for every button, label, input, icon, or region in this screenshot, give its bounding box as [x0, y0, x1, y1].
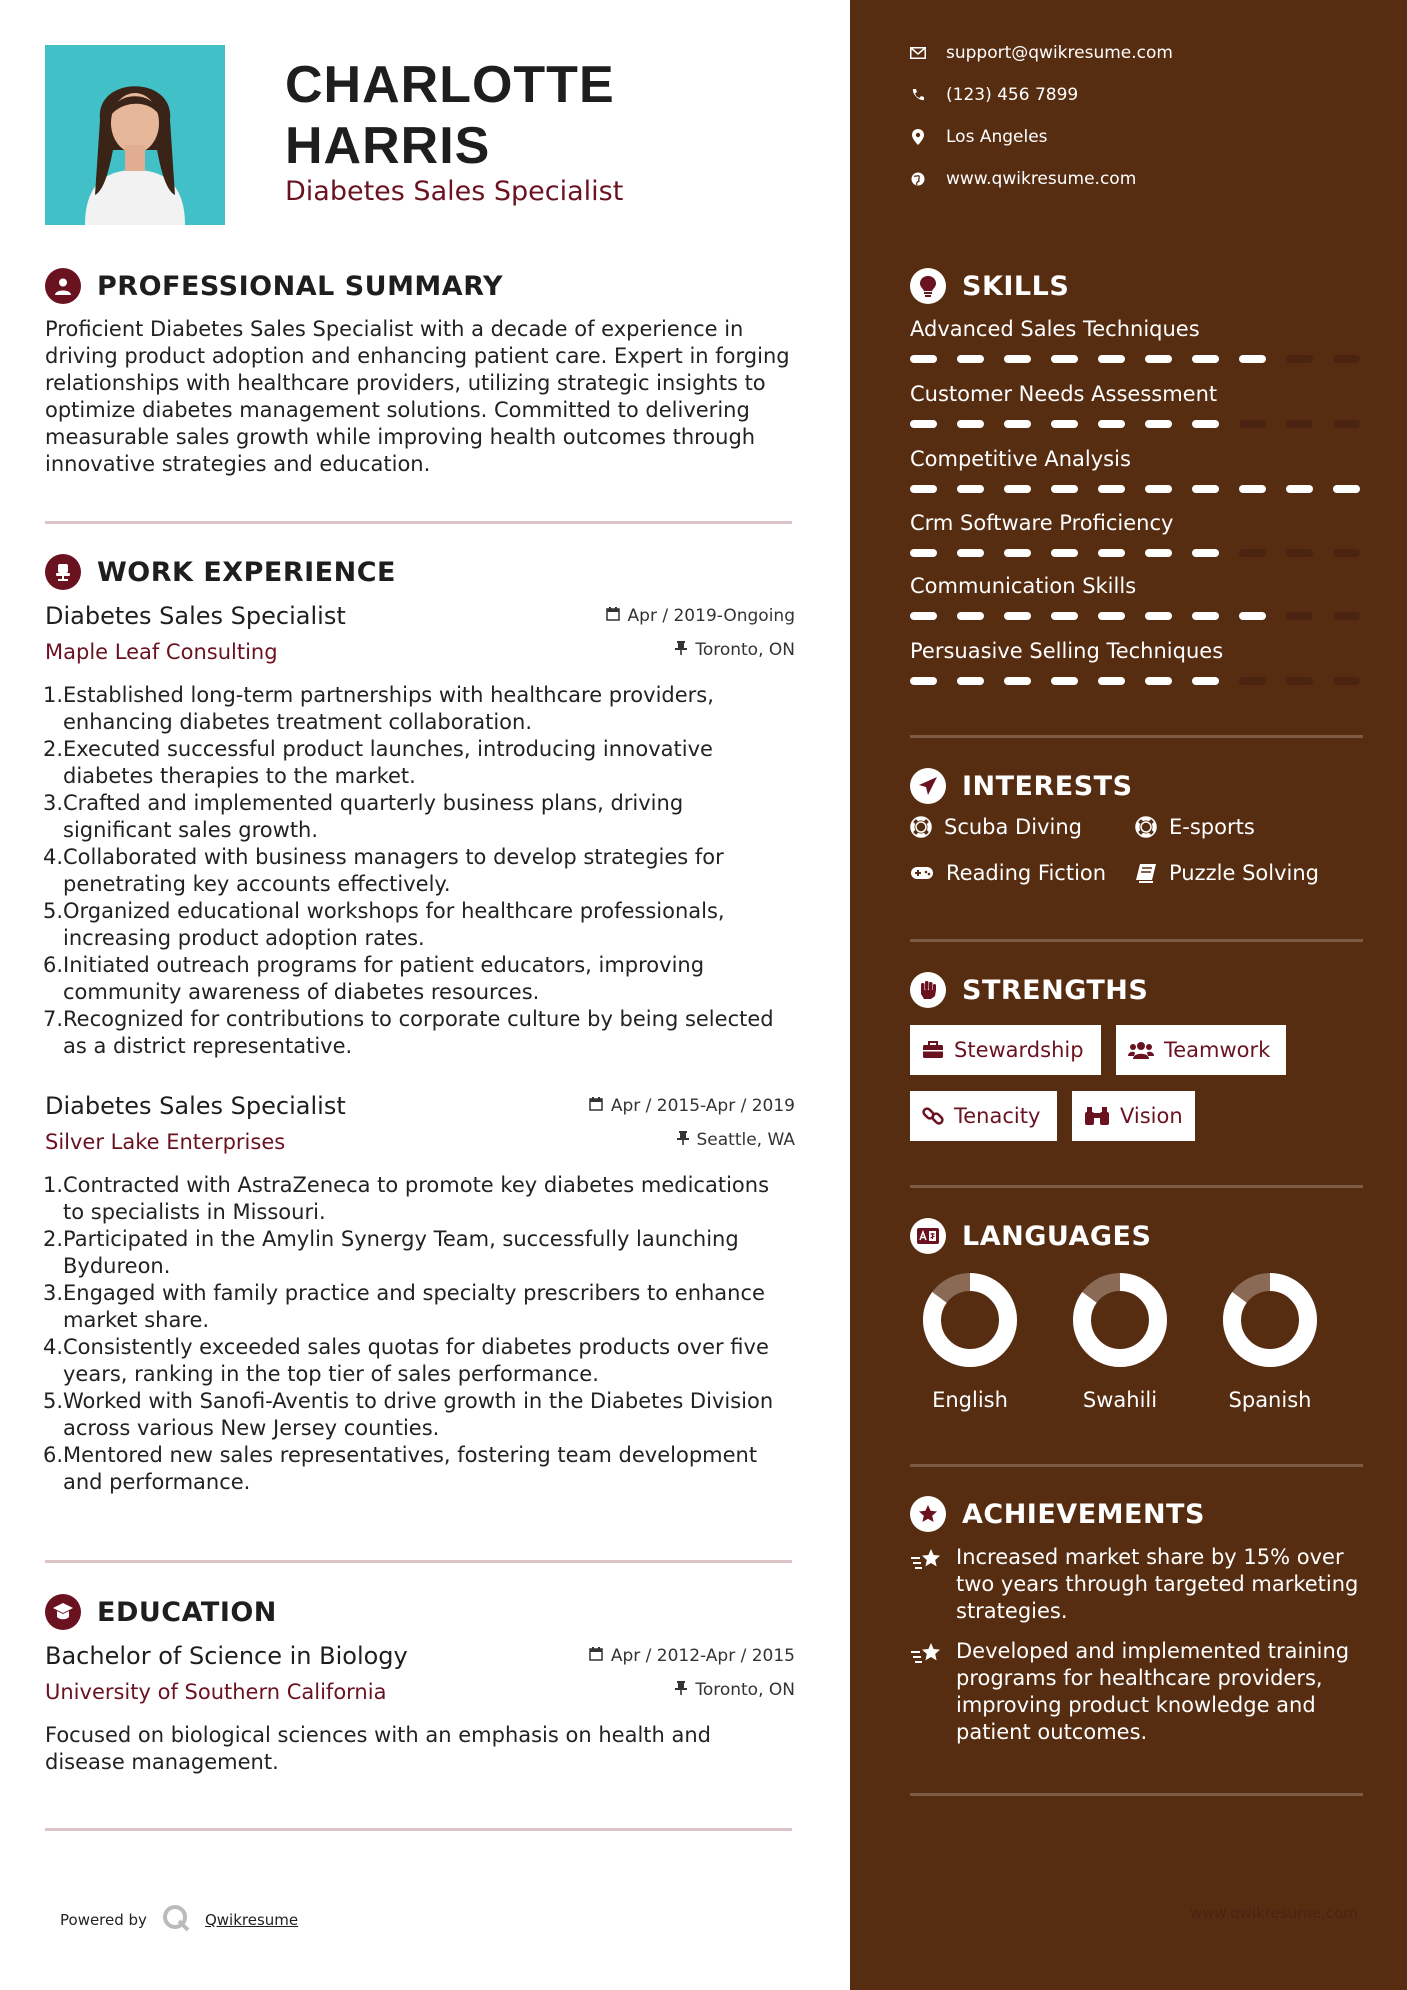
summary-text: Proficient Diabetes Sales Specialist with a decade of experience in driving product adoption and enhancing patient care. Expert in forging relationships with healthcare providers, utilizing strategic insights to optimize diabetes management solutions. Committed to delivering measurable sales growth while improving health outcomes through innovative strategies and education.: [45, 317, 790, 476]
job-date: [589, 1096, 795, 1116]
skill-level-dash: [1192, 612, 1219, 620]
strength-tag: [1116, 1025, 1286, 1075]
skill-level-dash: [1004, 677, 1031, 685]
section-title: INTERESTS: [962, 770, 1133, 802]
skill-level-dash: [1239, 420, 1266, 428]
list-item: 4. Consistently exceeded sales quotas for diabetes products over five years, ranking in the top tier of sales performance.: [43, 1335, 769, 1386]
skill-name: Competitive Analysis: [910, 447, 1131, 471]
skill-item: [910, 639, 1365, 685]
skill-level-dash: [1333, 677, 1360, 685]
skill-level-dash: [1004, 355, 1031, 363]
education-description: Focused on biological sciences with an emphasis on health and disease management.: [45, 1723, 712, 1774]
skill-item: [910, 382, 1365, 428]
job-duties: [45, 682, 790, 1060]
binoculars-icon: [1084, 1106, 1110, 1126]
achievement-item: [910, 1638, 1370, 1746]
shooting-star-icon: [910, 1640, 946, 1746]
list-item: 2. Executed successful product launches, introducing innovative diabetes therapies to the market.: [43, 737, 713, 788]
lightbulb-icon: [910, 268, 946, 304]
list-item: 3. Crafted and implemented quarterly business plans, driving significant sales growth.: [43, 791, 684, 842]
footer-website: www.qwikresume.com: [1190, 1904, 1358, 1922]
skill-item: [910, 511, 1365, 557]
qwikresume-logo-icon: [161, 1903, 191, 1937]
skill-level-dash: [910, 420, 937, 428]
pin-icon: [677, 1130, 689, 1150]
job-location-text: Seattle, WA: [696, 1130, 795, 1150]
education-date: [589, 1646, 795, 1666]
skill-level-dash: [1239, 612, 1266, 620]
life-ring-icon: [910, 816, 932, 838]
job-company: Silver Lake Enterprises: [45, 1130, 286, 1154]
skill-name: Customer Needs Assessment: [910, 382, 1218, 406]
skill-level-dash: [957, 677, 984, 685]
interest-label: Puzzle Solving: [1169, 861, 1319, 885]
skill-level-dash: [1004, 549, 1031, 557]
skill-level-dash: [1145, 612, 1172, 620]
skill-level-dash: [1051, 549, 1078, 557]
skill-name: Crm Software Proficiency: [910, 511, 1174, 535]
skill-item: [910, 317, 1365, 363]
list-item: 7. Recognized for contributions to corporate culture by being selected as a district representative.: [43, 1007, 774, 1058]
briefcase-icon: [922, 1041, 944, 1059]
divider: [910, 1464, 1363, 1467]
skill-level-dash: [1098, 485, 1125, 493]
strength-tag: [910, 1025, 1101, 1075]
skill-level-bar: [910, 677, 1365, 685]
calendar-icon: [606, 606, 620, 626]
life-ring-icon: [1135, 816, 1157, 838]
skill-level-dash: [910, 485, 937, 493]
skill-name: Advanced Sales Techniques: [910, 317, 1200, 341]
achievement-text: Increased market share by 15% over two years through targeted marketing strategies.: [956, 1545, 1359, 1623]
job-location: [675, 640, 795, 660]
interest-item: [910, 815, 1082, 839]
pin-icon: [675, 1680, 687, 1700]
skill-level-dash: [1145, 677, 1172, 685]
school: University of Southern California: [45, 1680, 387, 1704]
skill-level-dash: [1333, 355, 1360, 363]
strength-label: Tenacity: [954, 1104, 1041, 1128]
divider: [910, 939, 1363, 942]
qwikresume-link[interactable]: Qwikresume: [204, 1911, 299, 1929]
list-item: 2. Participated in the Amylin Synergy Team, successfully launching Bydureon.: [43, 1227, 739, 1278]
skill-level-dash: [1098, 355, 1125, 363]
envelope-icon: [910, 45, 926, 61]
section-title: STRENGTHS: [962, 974, 1149, 1006]
list-item: 4. Collaborated with business managers to develop strategies for penetrating key accounts effectively.: [43, 845, 724, 896]
list-item: 3. Engaged with family practice and specialty prescribers to enhance market share.: [43, 1281, 765, 1332]
skill-level-dash: [1333, 549, 1360, 557]
strength-tag: [910, 1091, 1057, 1141]
divider: [910, 1185, 1363, 1188]
skill-level-dash: [1192, 485, 1219, 493]
achievement-text: Developed and implemented training programs for healthcare providers, improving product knowledge and patient outcomes.: [956, 1639, 1350, 1744]
first-name: CHARLOTTE: [285, 56, 615, 114]
skill-level-dash: [1004, 485, 1031, 493]
interest-label: Reading Fiction: [946, 861, 1107, 885]
skill-level-dash: [957, 355, 984, 363]
skill-level-dash: [1286, 612, 1313, 620]
skill-level-dash: [1192, 549, 1219, 557]
skill-name: Communication Skills: [910, 574, 1137, 598]
language-label: Swahili: [1082, 1388, 1158, 1412]
contact-website[interactable]: [910, 169, 1136, 189]
section-title: LANGUAGES: [962, 1220, 1152, 1252]
graduation-icon: [45, 1594, 81, 1630]
skill-level-dash: [1098, 420, 1125, 428]
location-text: Los Angeles: [946, 127, 1048, 147]
divider: [910, 735, 1363, 738]
strength-label: Stewardship: [954, 1038, 1084, 1062]
star-badge-icon: [910, 1496, 946, 1532]
profile-photo: [45, 45, 225, 225]
language-item: [1065, 1270, 1175, 1412]
education-location-text: Toronto, ON: [695, 1680, 795, 1700]
skill-level-dash: [1333, 485, 1360, 493]
education-location: [675, 1680, 795, 1700]
candidate-name: [285, 55, 615, 177]
education-date-text: Apr / 2012-Apr / 2015: [610, 1646, 795, 1666]
job-date: [606, 606, 795, 626]
strength-label: Vision: [1120, 1104, 1183, 1128]
language-item: [1215, 1270, 1325, 1412]
map-pin-icon: [910, 129, 926, 145]
pin-icon: [675, 640, 687, 660]
skill-level-dash: [957, 549, 984, 557]
interest-label: Scuba Diving: [944, 815, 1082, 839]
skill-level-dash: [1051, 677, 1078, 685]
skill-level-dash: [957, 612, 984, 620]
list-item: 6. Initiated outreach programs for patient educators, improving community awareness of diabetes resources.: [43, 953, 705, 1004]
last-name: HARRIS: [285, 117, 491, 175]
calendar-icon: [589, 1646, 603, 1666]
skill-level-dash: [1239, 485, 1266, 493]
skill-level-dash: [1333, 420, 1360, 428]
calendar-icon: [589, 1096, 603, 1116]
interests-heading: [910, 768, 1133, 804]
language-label: English: [932, 1388, 1008, 1412]
section-title: EDUCATION: [97, 1596, 277, 1628]
shooting-star-icon: [910, 1546, 946, 1625]
skill-level-dash: [957, 485, 984, 493]
gamepad-icon: [910, 865, 934, 881]
experience-heading: [45, 554, 396, 590]
job-location-text: Toronto, ON: [695, 640, 795, 660]
skill-level-dash: [1004, 612, 1031, 620]
achievement-item: [910, 1544, 1370, 1625]
language-gauge: [920, 1270, 1020, 1370]
divider: [45, 1828, 792, 1831]
skill-level-dash: [1286, 355, 1313, 363]
skill-level-dash: [1239, 677, 1266, 685]
skill-level-dash: [910, 612, 937, 620]
skill-level-dash: [1192, 355, 1219, 363]
job-date-text: Apr / 2019-Ongoing: [627, 606, 795, 626]
skill-level-bar: [910, 485, 1365, 493]
skill-level-dash: [1145, 485, 1172, 493]
skill-level-dash: [910, 549, 937, 557]
skill-item: [910, 574, 1365, 620]
list-item: 1. Contracted with AstraZeneca to promote key diabetes medications to specialists in Missouri.: [43, 1173, 770, 1224]
interest-item: [910, 861, 1106, 885]
section-title: ACHIEVEMENTS: [962, 1498, 1205, 1530]
skill-name: Persuasive Selling Techniques: [910, 639, 1224, 663]
skill-level-dash: [910, 677, 937, 685]
skill-level-dash: [1004, 420, 1031, 428]
section-title: WORK EXPERIENCE: [97, 556, 396, 588]
list-item: 5. Organized educational workshops for healthcare professionals, increasing product adoption rates.: [43, 899, 725, 950]
summary-heading: [45, 268, 503, 304]
skill-level-dash: [1286, 485, 1313, 493]
skill-level-dash: [1051, 355, 1078, 363]
strength-label: Teamwork: [1164, 1038, 1271, 1062]
skill-level-bar: [910, 420, 1365, 428]
candidate-title: Diabetes Sales Specialist: [285, 176, 624, 207]
strengths-heading: [910, 972, 1148, 1008]
interest-label: E-sports: [1169, 815, 1255, 839]
powered-by-label: Powered by: [60, 1911, 147, 1929]
section-title: PROFESSIONAL SUMMARY: [97, 270, 504, 302]
section-title: SKILLS: [962, 270, 1070, 302]
language-gauge: [1070, 1270, 1170, 1370]
skill-level-dash: [1333, 612, 1360, 620]
skill-level-dash: [957, 420, 984, 428]
skill-level-dash: [1145, 549, 1172, 557]
job-location: [677, 1130, 796, 1150]
skill-level-dash: [1051, 612, 1078, 620]
skill-level-dash: [1239, 355, 1266, 363]
skill-level-dash: [1192, 677, 1219, 685]
skill-level-dash: [1098, 677, 1125, 685]
job-title: Diabetes Sales Specialist: [45, 1092, 346, 1120]
contact-phone[interactable]: [910, 85, 1078, 105]
phone-icon: [910, 87, 926, 103]
job-title: Diabetes Sales Specialist: [45, 602, 346, 630]
users-icon: [1128, 1041, 1154, 1059]
skill-level-dash: [1192, 420, 1219, 428]
contact-location: [910, 127, 1048, 147]
skill-level-dash: [1145, 355, 1172, 363]
language-item: [915, 1270, 1025, 1412]
website-text: www.qwikresume.com: [946, 169, 1137, 189]
skill-level-dash: [1051, 420, 1078, 428]
interest-item: [1135, 861, 1319, 885]
skill-level-dash: [1098, 612, 1125, 620]
job-date-text: Apr / 2015-Apr / 2019: [610, 1096, 795, 1116]
skill-item: [910, 447, 1365, 493]
skills-heading: [910, 268, 1069, 304]
language-gauge: [1220, 1270, 1320, 1370]
email-text: support@qwikresume.com: [946, 43, 1173, 63]
interest-item: [1135, 815, 1255, 839]
language-icon: [910, 1218, 946, 1254]
skill-level-dash: [1286, 677, 1313, 685]
footer-powered-by: [60, 1903, 298, 1937]
skill-level-dash: [1286, 420, 1313, 428]
degree: Bachelor of Science in Biology: [45, 1642, 408, 1670]
fist-icon: [910, 972, 946, 1008]
job-duties: [45, 1172, 790, 1496]
divider: [910, 1793, 1363, 1796]
user-icon: [45, 268, 81, 304]
list-item: 6. Mentored new sales representatives, fostering team development and performance.: [43, 1443, 758, 1494]
skill-level-bar: [910, 549, 1365, 557]
skill-level-dash: [1051, 485, 1078, 493]
strength-tag: [1072, 1091, 1195, 1141]
achievements-heading: [910, 1496, 1205, 1532]
education-heading: [45, 1594, 277, 1630]
skill-level-dash: [1145, 420, 1172, 428]
skill-level-bar: [910, 355, 1365, 363]
link-icon: [922, 1105, 944, 1127]
phone-text: (123) 456 7899: [946, 85, 1079, 105]
skill-level-bar: [910, 612, 1365, 620]
skill-level-dash: [1286, 549, 1313, 557]
skill-level-dash: [1239, 549, 1266, 557]
list-item: 5. Worked with Sanofi-Aventis to drive growth in the Diabetes Division across various New Jersey counties.: [43, 1389, 774, 1440]
skill-level-dash: [910, 355, 937, 363]
contact-email[interactable]: [910, 43, 1173, 63]
book-icon: [1135, 863, 1157, 883]
languages-heading: [910, 1218, 1151, 1254]
chair-icon: [45, 554, 81, 590]
divider: [45, 521, 792, 524]
language-label: Spanish: [1228, 1388, 1312, 1412]
job-company: Maple Leaf Consulting: [45, 640, 278, 664]
list-item: 1. Established long-term partnerships with healthcare providers, enhancing diabetes treatment collaboration.: [43, 683, 714, 734]
skill-level-dash: [1098, 549, 1125, 557]
globe-icon: [910, 171, 926, 187]
divider: [45, 1560, 792, 1563]
paper-plane-icon: [910, 768, 946, 804]
